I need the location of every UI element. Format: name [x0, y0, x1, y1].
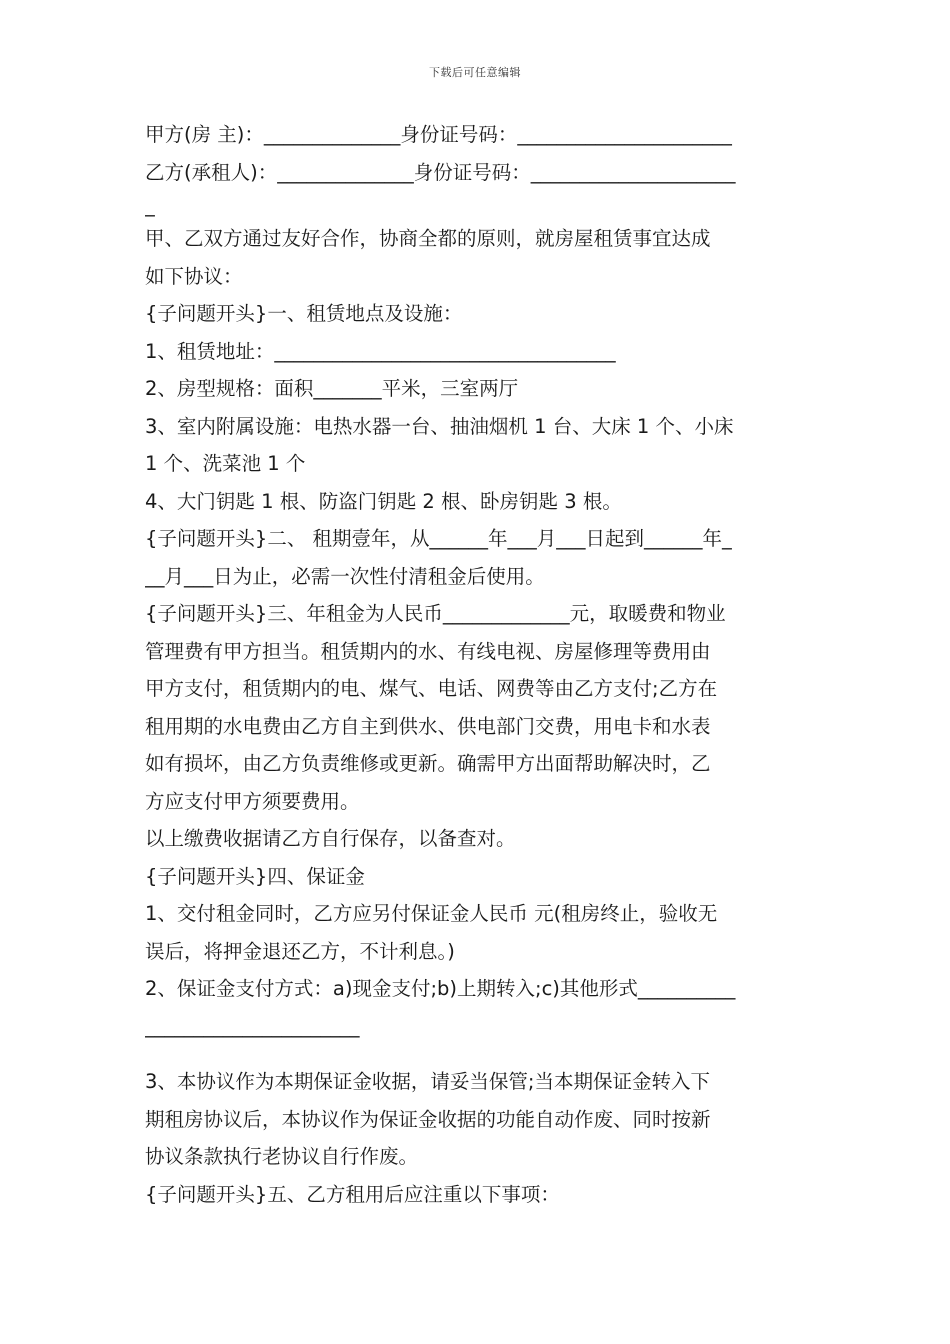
paragraph-spacer [145, 1045, 810, 1063]
section-heading: {子问题开头}五、乙方租用后应注重以下事项： [145, 1182, 560, 1206]
section-heading: {子问题开头}二、 租期壹年，从______年___月___日起到______年_ [145, 527, 732, 550]
paragraph-line: 3、本协议作为本期保证金收据，请妥当保管;当本期保证金转入下 [145, 1070, 710, 1093]
section-heading: {子问题开头}四、保证金 [145, 864, 365, 888]
paragraph-line: ______________________ [145, 1014, 360, 1038]
paragraph-line: 协议条款执行老协议自行作废。 [145, 1145, 419, 1168]
paragraph-line: 管理费有甲方担当。租赁期内的水、有线电视、房屋修理等费用由 [145, 639, 711, 663]
party-b-line: 乙方(承租人)：______________身份证号码：_____________________ [145, 160, 736, 184]
paragraph-line: 甲方支付，租赁期内的电、煤气、电话、网费等由乙方支付;乙方在 [145, 677, 718, 700]
paragraph-line: 1、租赁地址：___________________________________ [145, 339, 616, 363]
paragraph-line: 以上缴费收据请乙方自行保存，以备查对。 [145, 827, 516, 850]
paragraph-line: 2、保证金支付方式：a)现金支付;b)上期转入;c)其他形式__________ [145, 977, 736, 1000]
page-header: 下载后可任意编辑 [429, 66, 521, 79]
party-b-line-wrap: _ [145, 194, 155, 217]
paragraph-line: 1、交付租金同时，乙方应另付保证金人民币 元(租房终止，验收无 [145, 902, 718, 925]
paragraph-line: 方应支付甲方须要费用。 [145, 789, 360, 813]
paragraph-line: __月___日为止，必需一次性付清租金后使用。 [145, 564, 545, 588]
paragraph-line: 2、房型规格：面积_______平米，三室两厅 [145, 377, 519, 400]
section-heading: {子问题开头}三、年租金为人民币_____________元，取暖费和物业 [145, 602, 726, 625]
paragraph-line: 1 个、洗菜池 1 个 [145, 452, 306, 475]
intro-line: 如下协议： [145, 264, 243, 288]
paragraph-line: 期租房协议后，本协议作为保证金收据的功能自动作废、同时按新 [145, 1107, 711, 1131]
paragraph-line: 误后，将押金退还乙方，不计利息。) [145, 939, 455, 963]
paragraph-line: 如有损坏，由乙方负责维修或更新。确需甲方出面帮助解决时，乙 [145, 752, 711, 775]
paragraph-line: 4、大门钥匙 1 根、防盗门钥匙 2 根、卧房钥匙 3 根。 [145, 489, 622, 513]
intro-line: 甲、乙双方通过友好合作，协商全都的原则，就房屋租赁事宜达成 [145, 227, 711, 250]
paragraph-line: 租用期的水电费由乙方自主到供水、供电部门交费，用电卡和水表 [145, 714, 711, 738]
paragraph-line: 3、室内附属设施：电热水器一台、抽油烟机 1 台、大床 1 个、小床 [145, 414, 734, 438]
document-body [145, 116, 810, 1213]
party-a-line: 甲方(房 主)：______________身份证号码：______________________ [145, 123, 732, 146]
section-heading: {子问题开头}一、租赁地点及设施： [145, 302, 463, 325]
